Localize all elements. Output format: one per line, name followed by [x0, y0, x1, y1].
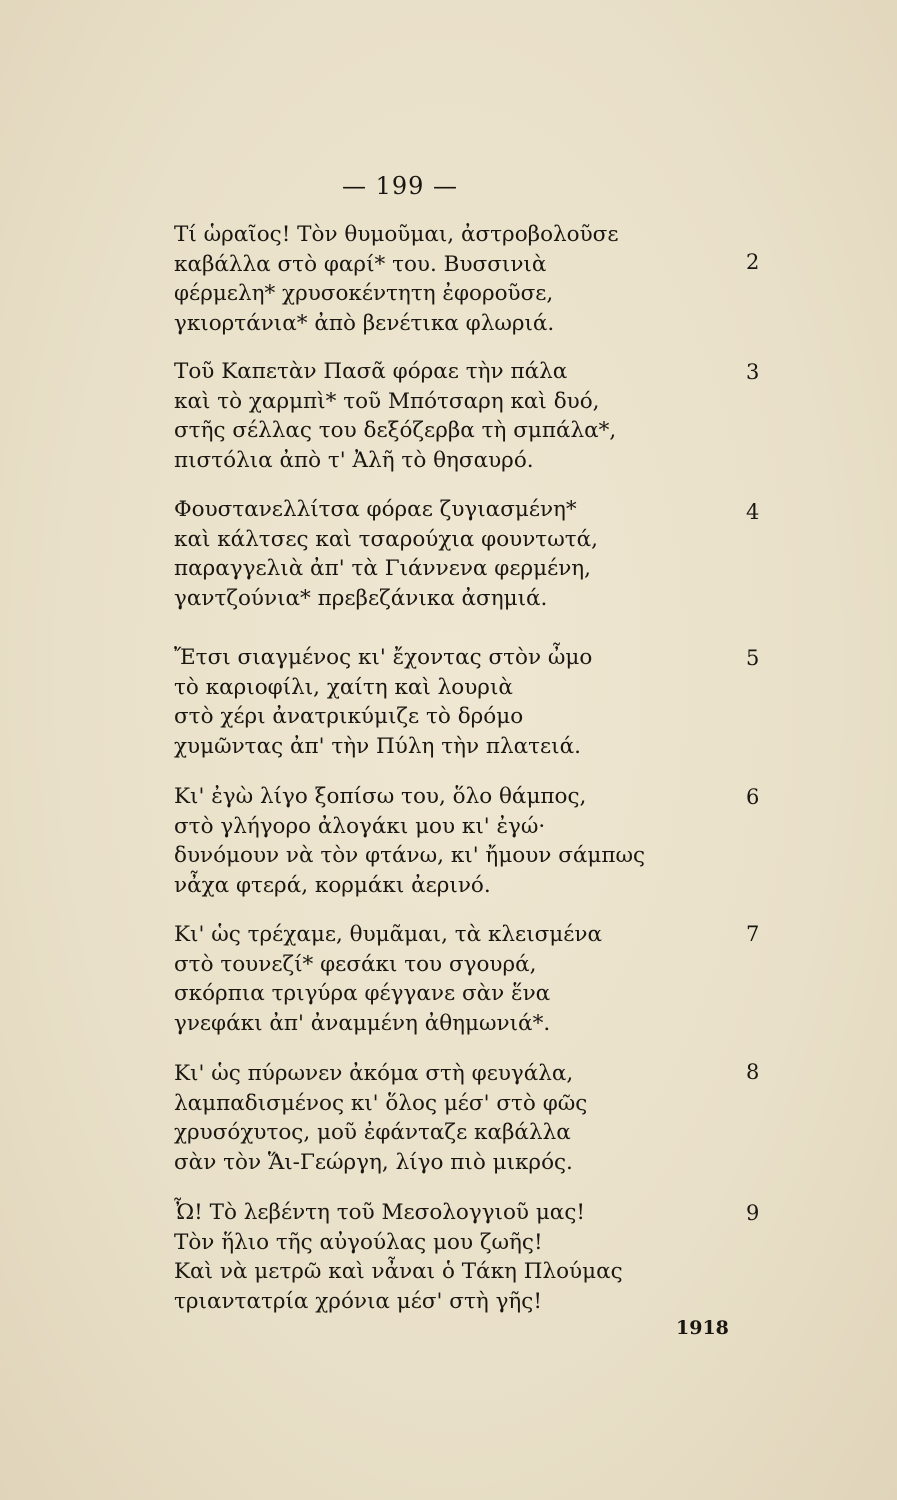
verse-line: σὰν τὸν Ἅι-Γεώργη, λίγο πιὸ μικρός. [174, 1149, 573, 1175]
poem-date: 1918 [676, 1317, 729, 1339]
verse-line: Τοῦ Καπετὰν Πασᾶ φόραε τὴν πάλα [174, 359, 568, 384]
verse-line: δυνόμουν νὰ τὸν φτάνω, κι' ἤμουν σάμπως [174, 843, 646, 868]
stanza-number: 5 [746, 646, 760, 670]
verse-line: καὶ κάλτσες καὶ τσαρούχια φουντωτά, [174, 526, 598, 552]
verse-line: νἆχα φτερά, κορμάκι ἀερινό. [174, 872, 491, 898]
verse-line: καβάλλα στὸ φαρί* του. Βυσσινιὰ [174, 251, 547, 277]
verse-line: καὶ τὸ χαρμπὶ* τοῦ Μπότσαρη καὶ δυό, [174, 388, 600, 414]
verse-line: παραγγελιὰ ἀπ' τὰ Γιάννενα φερμένη, [174, 556, 591, 581]
stanza-number: 2 [746, 250, 760, 274]
verse-line: γκιορτάνια* ἀπὸ βενέτικα φλωριά. [174, 310, 555, 336]
verse-line: σκόρπια τριγύρα φέγγανε σὰν ἕνα [174, 981, 551, 1006]
verse-line: Κι' ὡς τρέχαμε, θυμᾶμαι, τὰ κλεισμένα [174, 922, 602, 947]
verse-line: τριαντατρία χρόνια μέσ' στὴ γῆς! [174, 1288, 542, 1314]
stanza-number: 8 [746, 1060, 760, 1084]
verse-line: χρυσόχυτος, μοῦ ἐφάνταζε καβάλλα [174, 1120, 571, 1145]
stanza-number: 3 [746, 360, 760, 384]
page-number: — 199 — [341, 172, 459, 200]
stanza-number: 7 [746, 922, 760, 946]
verse-line: στὸ χέρι ἀνατρικύμιζε τὸ δρόμο [174, 704, 524, 729]
stanza [174, 1059, 774, 1177]
stanza [174, 643, 774, 761]
verse-line: στὸ γλήγορο ἀλογάκι μου κι' ἐγώ· [174, 813, 546, 839]
verse-line: τὸ καριοφίλι, χαίτη καὶ λουριὰ [174, 674, 513, 700]
stanza [174, 1198, 774, 1316]
stanza [174, 220, 774, 338]
verse-line: γνεφάκι ἀπ' ἀναμμένη ἀθημωνιά*. [174, 1010, 551, 1036]
verse-line: λαμπαδισμένος κι' ὅλος μέσ' στὸ φῶς [174, 1090, 588, 1116]
stanza-number: 6 [746, 785, 760, 809]
verse-line: Κι' ἐγὼ λίγο ξοπίσω του, ὅλο θάμπος, [174, 784, 587, 809]
stanza [174, 782, 774, 900]
stanza [174, 357, 774, 475]
verse-line: στὸ τουνεζί* φεσάκι του σγουρά, [174, 951, 537, 977]
verse-line: φέρμελη* χρυσοκέντητη ἐφοροῦσε, [174, 281, 554, 306]
verse-line: πιστόλια ἀπὸ τ' Ἀλῆ τὸ θησαυρό. [174, 447, 534, 473]
verse-line: Καὶ νὰ μετρῶ καὶ νἆναι ὁ Τάκη Πλούμας [174, 1259, 623, 1284]
stanza [174, 495, 774, 613]
stanza [174, 920, 774, 1038]
verse-line: Ἔτσι σιαγμένος κι' ἔχοντας στὸν ὦμο [174, 645, 593, 670]
verse-line: γαντζούνια* πρεβεζάνικα ἀσημιά. [174, 585, 548, 611]
verse-line: Φουστανελλίτσα φόραε ζυγιασμένη* [174, 497, 577, 522]
verse-line: στῆς σέλλας του δεξόζερβα τὴ σμπάλα*, [174, 418, 617, 443]
verse-line: Ὦ! Τὸ λεβέντη τοῦ Μεσολογγιοῦ μας! [174, 1200, 585, 1225]
stanza-number: 9 [746, 1201, 760, 1225]
verse-line: Κι' ὡς πύρωνεν ἀκόμα στὴ φευγάλα, [174, 1061, 574, 1086]
stanza-number: 4 [746, 500, 760, 524]
verse-line: Τὸν ἥλιο τῆς αὐγούλας μου ζωῆς! [174, 1229, 543, 1255]
verse-line: Τί ὡραῖος! Τὸν θυμοῦμαι, ἀστροβολοῦσε [174, 222, 619, 247]
verse-line: χυμῶντας ἀπ' τὴν Πύλη τὴν πλατειά. [174, 733, 581, 759]
